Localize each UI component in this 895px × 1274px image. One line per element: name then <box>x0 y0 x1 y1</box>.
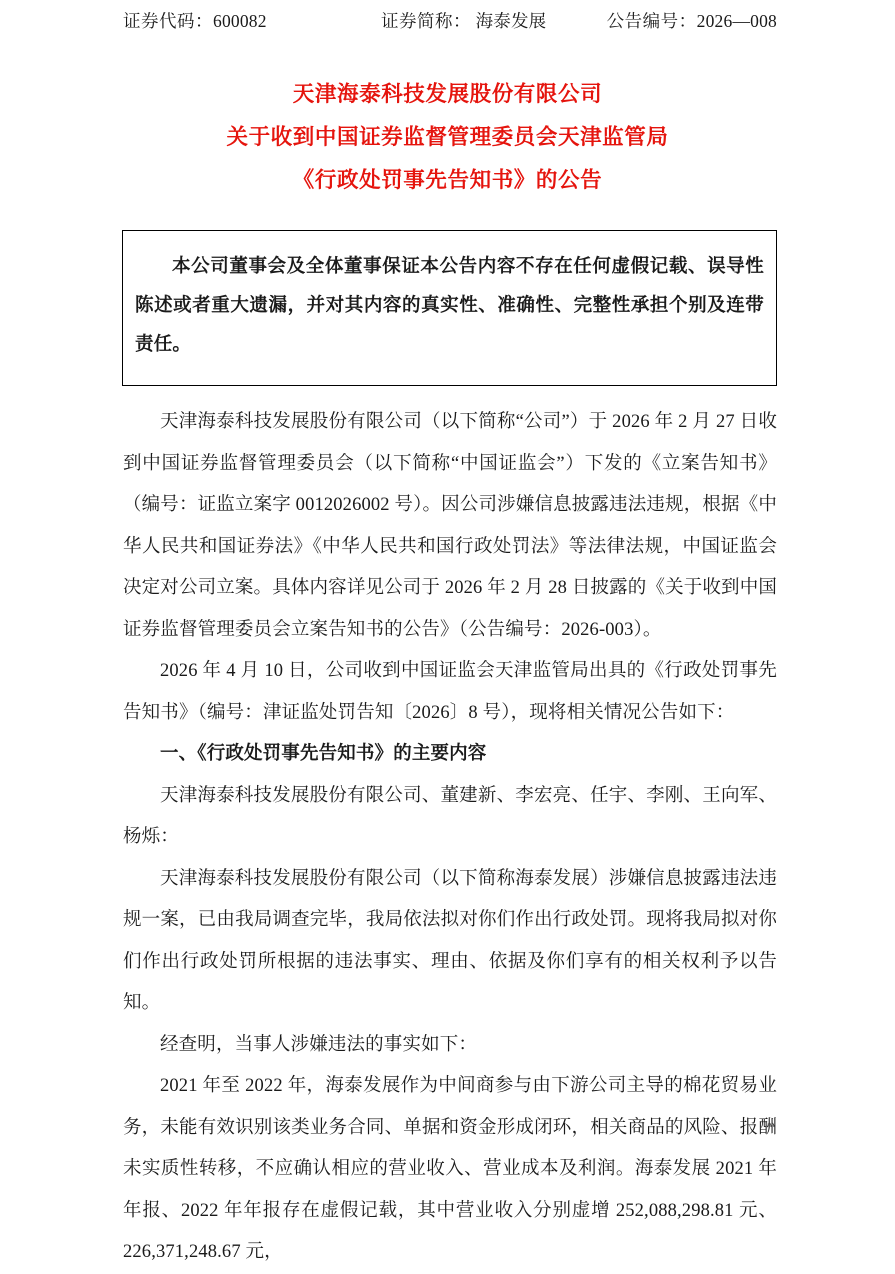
disclaimer-box <box>122 230 777 386</box>
announcement-number-field <box>603 8 777 33</box>
security-code-field <box>123 8 381 33</box>
paragraph-addressees: 天津海泰科技发展股份有限公司、董建新、李宏亮、任宇、李刚、王向军、杨烁： <box>123 785 777 847</box>
security-name-value: 海泰发展 <box>475 11 547 31</box>
announcement-number-label: 公告编号： <box>606 11 697 31</box>
document-title <box>0 73 895 202</box>
section-heading-main-content: 一、《行政处罚事先告知书》的主要内容 <box>160 744 487 764</box>
security-code-value: 600082 <box>213 11 267 31</box>
title-line-document: 《行政处罚事先告知书》的公告 <box>292 168 603 192</box>
paragraph-investigation-complete: 天津海泰科技发展股份有限公司（以下简称海泰发展）涉嫌信息披露违法违规一案，已由我局调查完毕，我局依法拟对你们作出行政处罚。现将我局拟对你们作出行政处罚所根据的违法事实、理由、依据及你们享有的相关权利予以告知。 <box>123 868 777 1013</box>
paragraph-case-filing: 天津海泰科技发展股份有限公司（以下简称“公司”）于 2026 年 2 月 27 日收到中国证券监督管理委员会（以下简称“中国证监会”）下发的《立案告知书》（编号：证监立案字 0012026002 号）。因公司涉嫌信息披露违法违规，根据《中华人民共和国证券法》《中华人民共和国行政处罚法》等法律法规，中国证监会决定对公司立案。具体内容详见公司于 2026 年 2 月 28 日披露的《关于收到中国证券监督管理委员会立案告知书的公告》（公告编号：2026-003）。 <box>123 412 777 640</box>
document-body <box>123 402 777 1274</box>
security-name-label: 证券简称： <box>381 11 471 31</box>
paragraph-violation-facts: 2021 年至 2022 年，海泰发展作为中间商参与由下游公司主导的棉花贸易业务，未能有效识别该类业务合同、单据和资金形成闭环，相关商品的风险、报酬未实质性转移，不应确认相应的营业收入、营业成本及利润。海泰发展 2021 年年报、2022 年年报存在虚假记载，其中营业收入分别虚增 252,088,298.81 元、226,371,248.67 元， <box>123 1076 777 1262</box>
document-header <box>0 0 895 33</box>
paragraph-penalty-notice-received: 2026 年 4 月 10 日，公司收到中国证监会天津监管局出具的《行政处罚事先告知书》（编号：津证监处罚告知〔2026〕8 号），现将相关情况公告如下： <box>123 661 777 723</box>
disclaimer-text: 本公司董事会及全体董事保证本公告内容不存在任何虚假记载、误导性陈述或者重大遗漏，并对其内容的真实性、准确性、完整性承担个别及连带责任。 <box>135 257 764 355</box>
security-code-label: 证券代码： <box>123 11 213 31</box>
title-line-subject: 关于收到中国证券监督管理委员会天津监管局 <box>226 125 669 149</box>
security-name-field <box>381 8 603 33</box>
title-line-company: 天津海泰科技发展股份有限公司 <box>292 82 603 106</box>
paragraph-findings-intro: 经查明，当事人涉嫌违法的事实如下： <box>160 1034 478 1055</box>
announcement-number-value: 2026—008 <box>696 11 777 31</box>
